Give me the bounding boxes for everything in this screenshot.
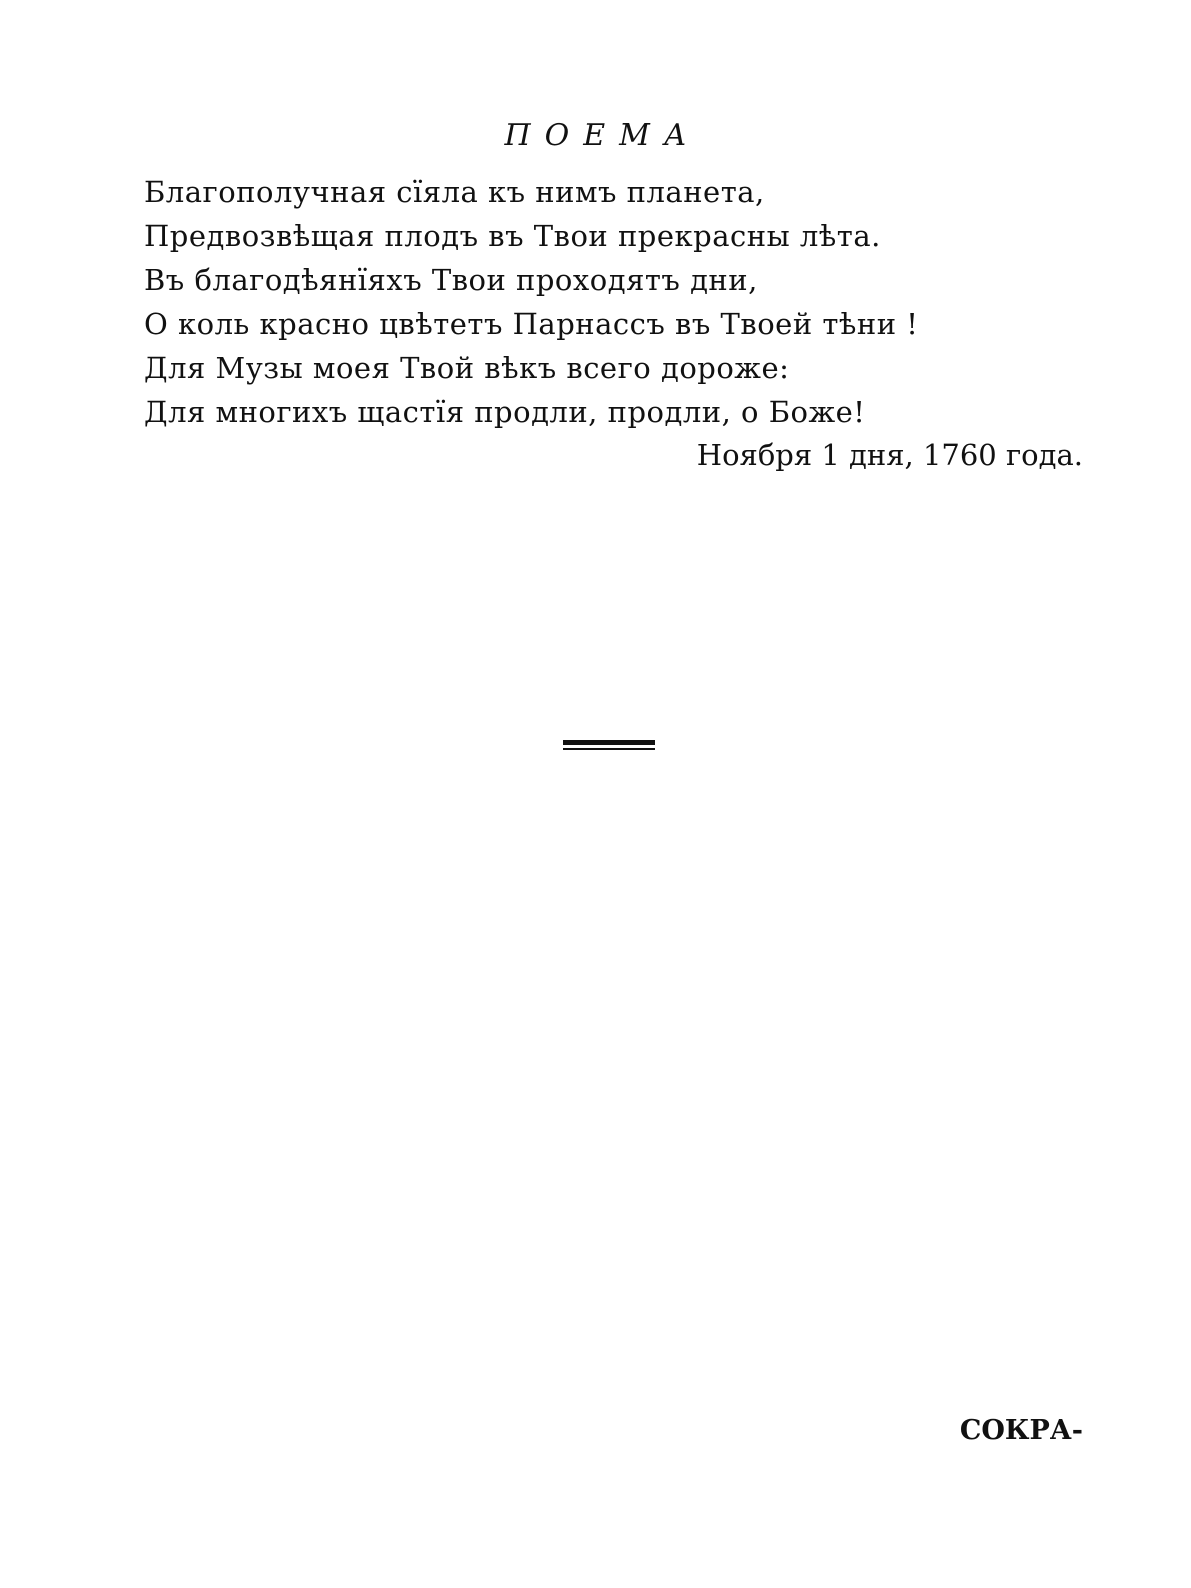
- poem-line: О коль красно цвѣтетъ Парнассъ въ Твоей тѣни !: [144, 307, 919, 341]
- poem-line: Благополучная сїяла къ нимъ планета,: [144, 175, 765, 209]
- poem-line: Предвозвѣщая плодъ въ Твои прекрасны лѣта.: [144, 219, 881, 253]
- catchword: СОКРА-: [959, 1415, 1083, 1446]
- divider-rule-thick: [563, 740, 655, 745]
- running-header: ПОЕМА: [504, 118, 701, 153]
- section-divider: [563, 740, 655, 750]
- poem-line: Для многихъ щастїя продли, продли, о Боже!: [144, 395, 866, 429]
- poem-line: Для Музы моея Твой вѣкъ всего дороже:: [144, 351, 790, 385]
- date-line: Ноября 1 дня, 1760 года.: [696, 438, 1083, 472]
- divider-rule-thin: [563, 748, 655, 750]
- poem-line: Въ благодѣянїяхъ Твои проходятъ дни,: [144, 263, 758, 297]
- poem-stanza: [144, 170, 1044, 434]
